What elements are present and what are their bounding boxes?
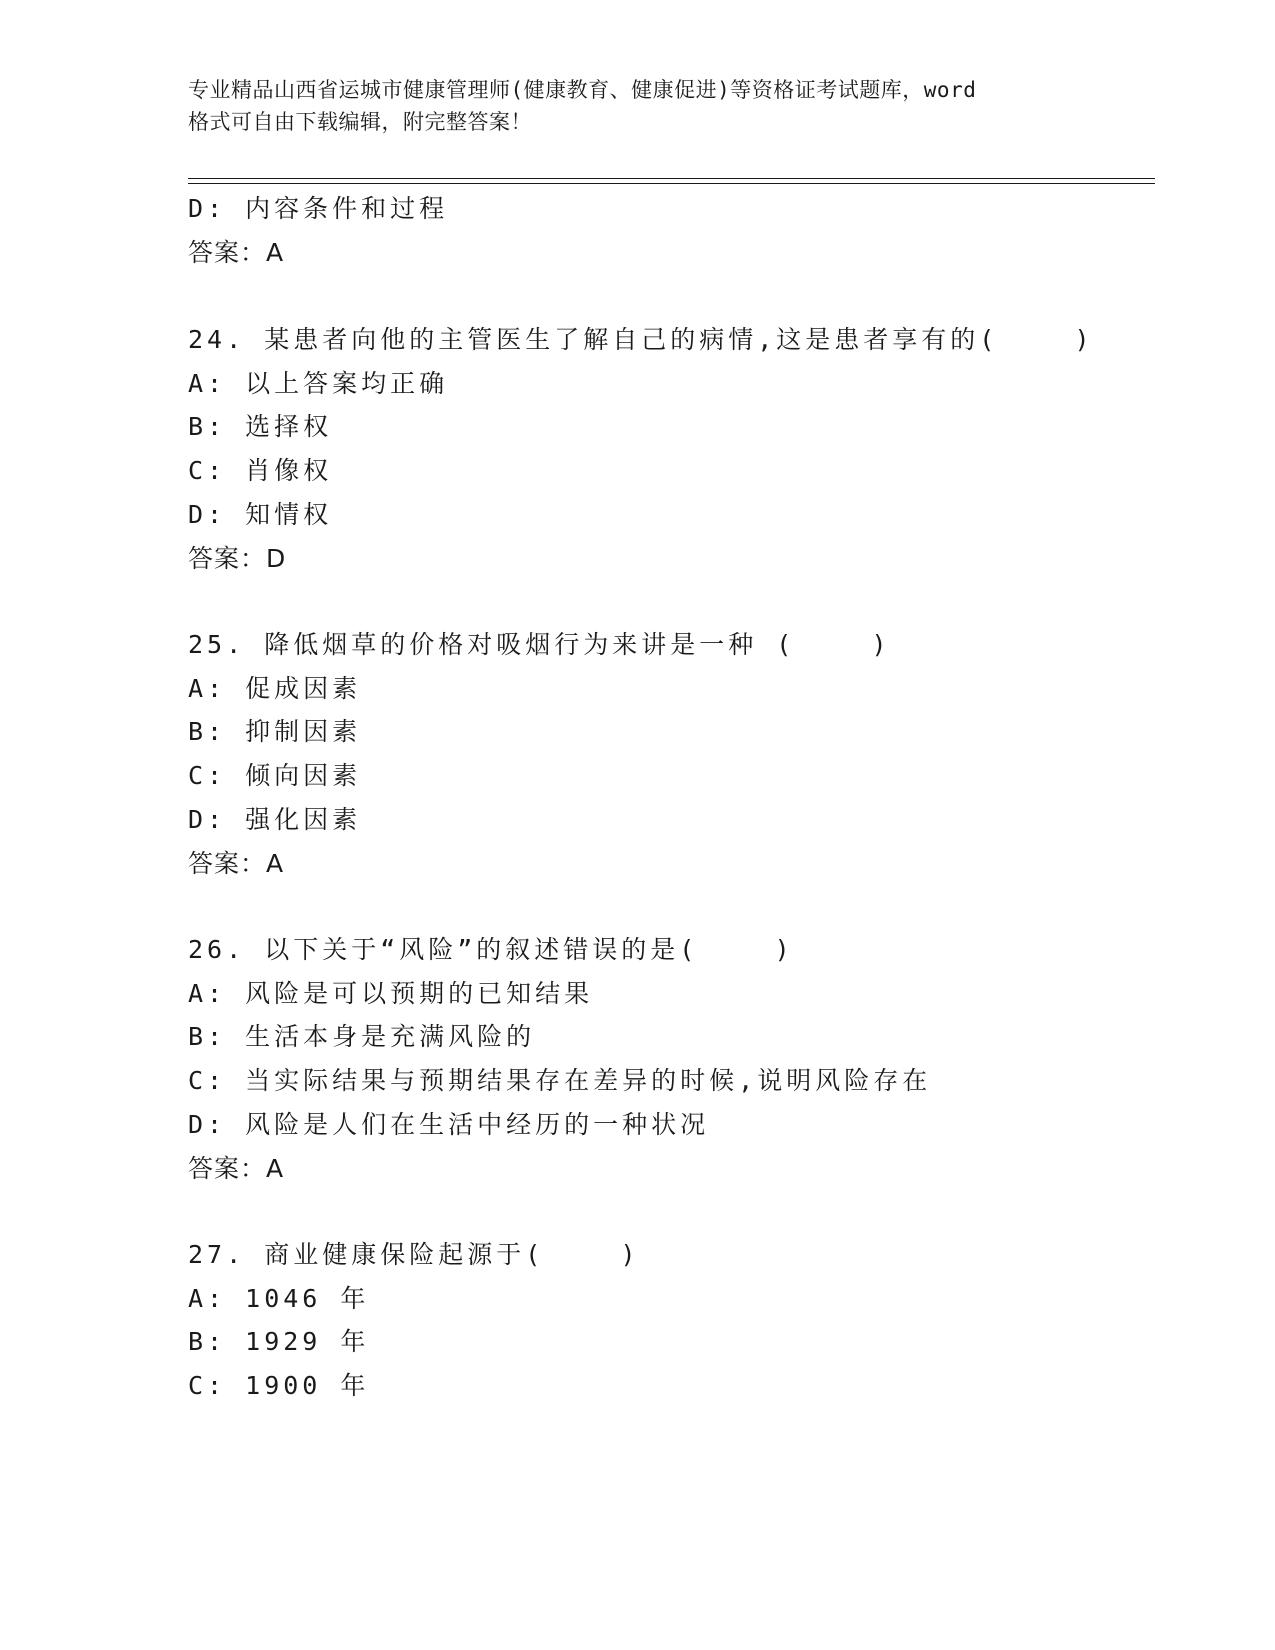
question-26-option-c: C: 当实际结果与预期结果存在差异的时候,说明风险存在 [188,1066,932,1095]
question-24-stem: 24. 某患者向他的主管医生了解自己的病情,这是患者享有的( ) [188,325,1094,354]
question-24-option-d: D: 知情权 [188,500,333,529]
question-24-option-b: B: 选择权 [188,412,333,441]
question-27-option-c: C: 1900 年 [188,1371,370,1400]
question-27-stem: 27. 商业健康保险起源于( ) [188,1240,640,1269]
question-25-stem: 25. 降低烟草的价格对吸烟行为来讲是一种 ( ) [188,630,891,659]
question-26-answer: 答案：A [188,1154,285,1183]
header-divider-top [188,178,1155,179]
header-line-2: 格式可自由下载编辑，附完整答案！ [188,110,532,134]
question-26-option-b: B: 生活本身是充满风险的 [188,1022,536,1051]
question-27-option-a: A: 1046 年 [188,1284,370,1313]
question-24-option-a: A: 以上答案均正确 [188,369,449,398]
question-24-answer: 答案：D [188,544,287,573]
question-25-option-b: B: 抑制因素 [188,717,362,746]
header-divider-bottom [188,183,1155,184]
question-25-option-d: D: 强化因素 [188,805,362,834]
question-25-answer: 答案：A [188,849,285,878]
header-line-1: 专业精品山西省运城市健康管理师(健康教育、健康促进)等资格证考试题库，word [188,78,977,102]
question-24-option-c: C: 肖像权 [188,456,333,485]
question-27-option-b: B: 1929 年 [188,1327,370,1356]
prev-answer: 答案：A [188,238,285,267]
question-25-option-a: A: 促成因素 [188,674,362,703]
document-header [188,74,1088,138]
question-25-option-c: C: 倾向因素 [188,761,362,790]
question-26-option-a: A: 风险是可以预期的已知结果 [188,979,594,1008]
question-26-stem: 26. 以下关于“风险”的叙述错误的是( ) [188,935,794,964]
question-26-option-d: D: 风险是人们在生活中经历的一种状况 [188,1110,710,1139]
prev-option-d: D: 内容条件和过程 [188,194,449,223]
